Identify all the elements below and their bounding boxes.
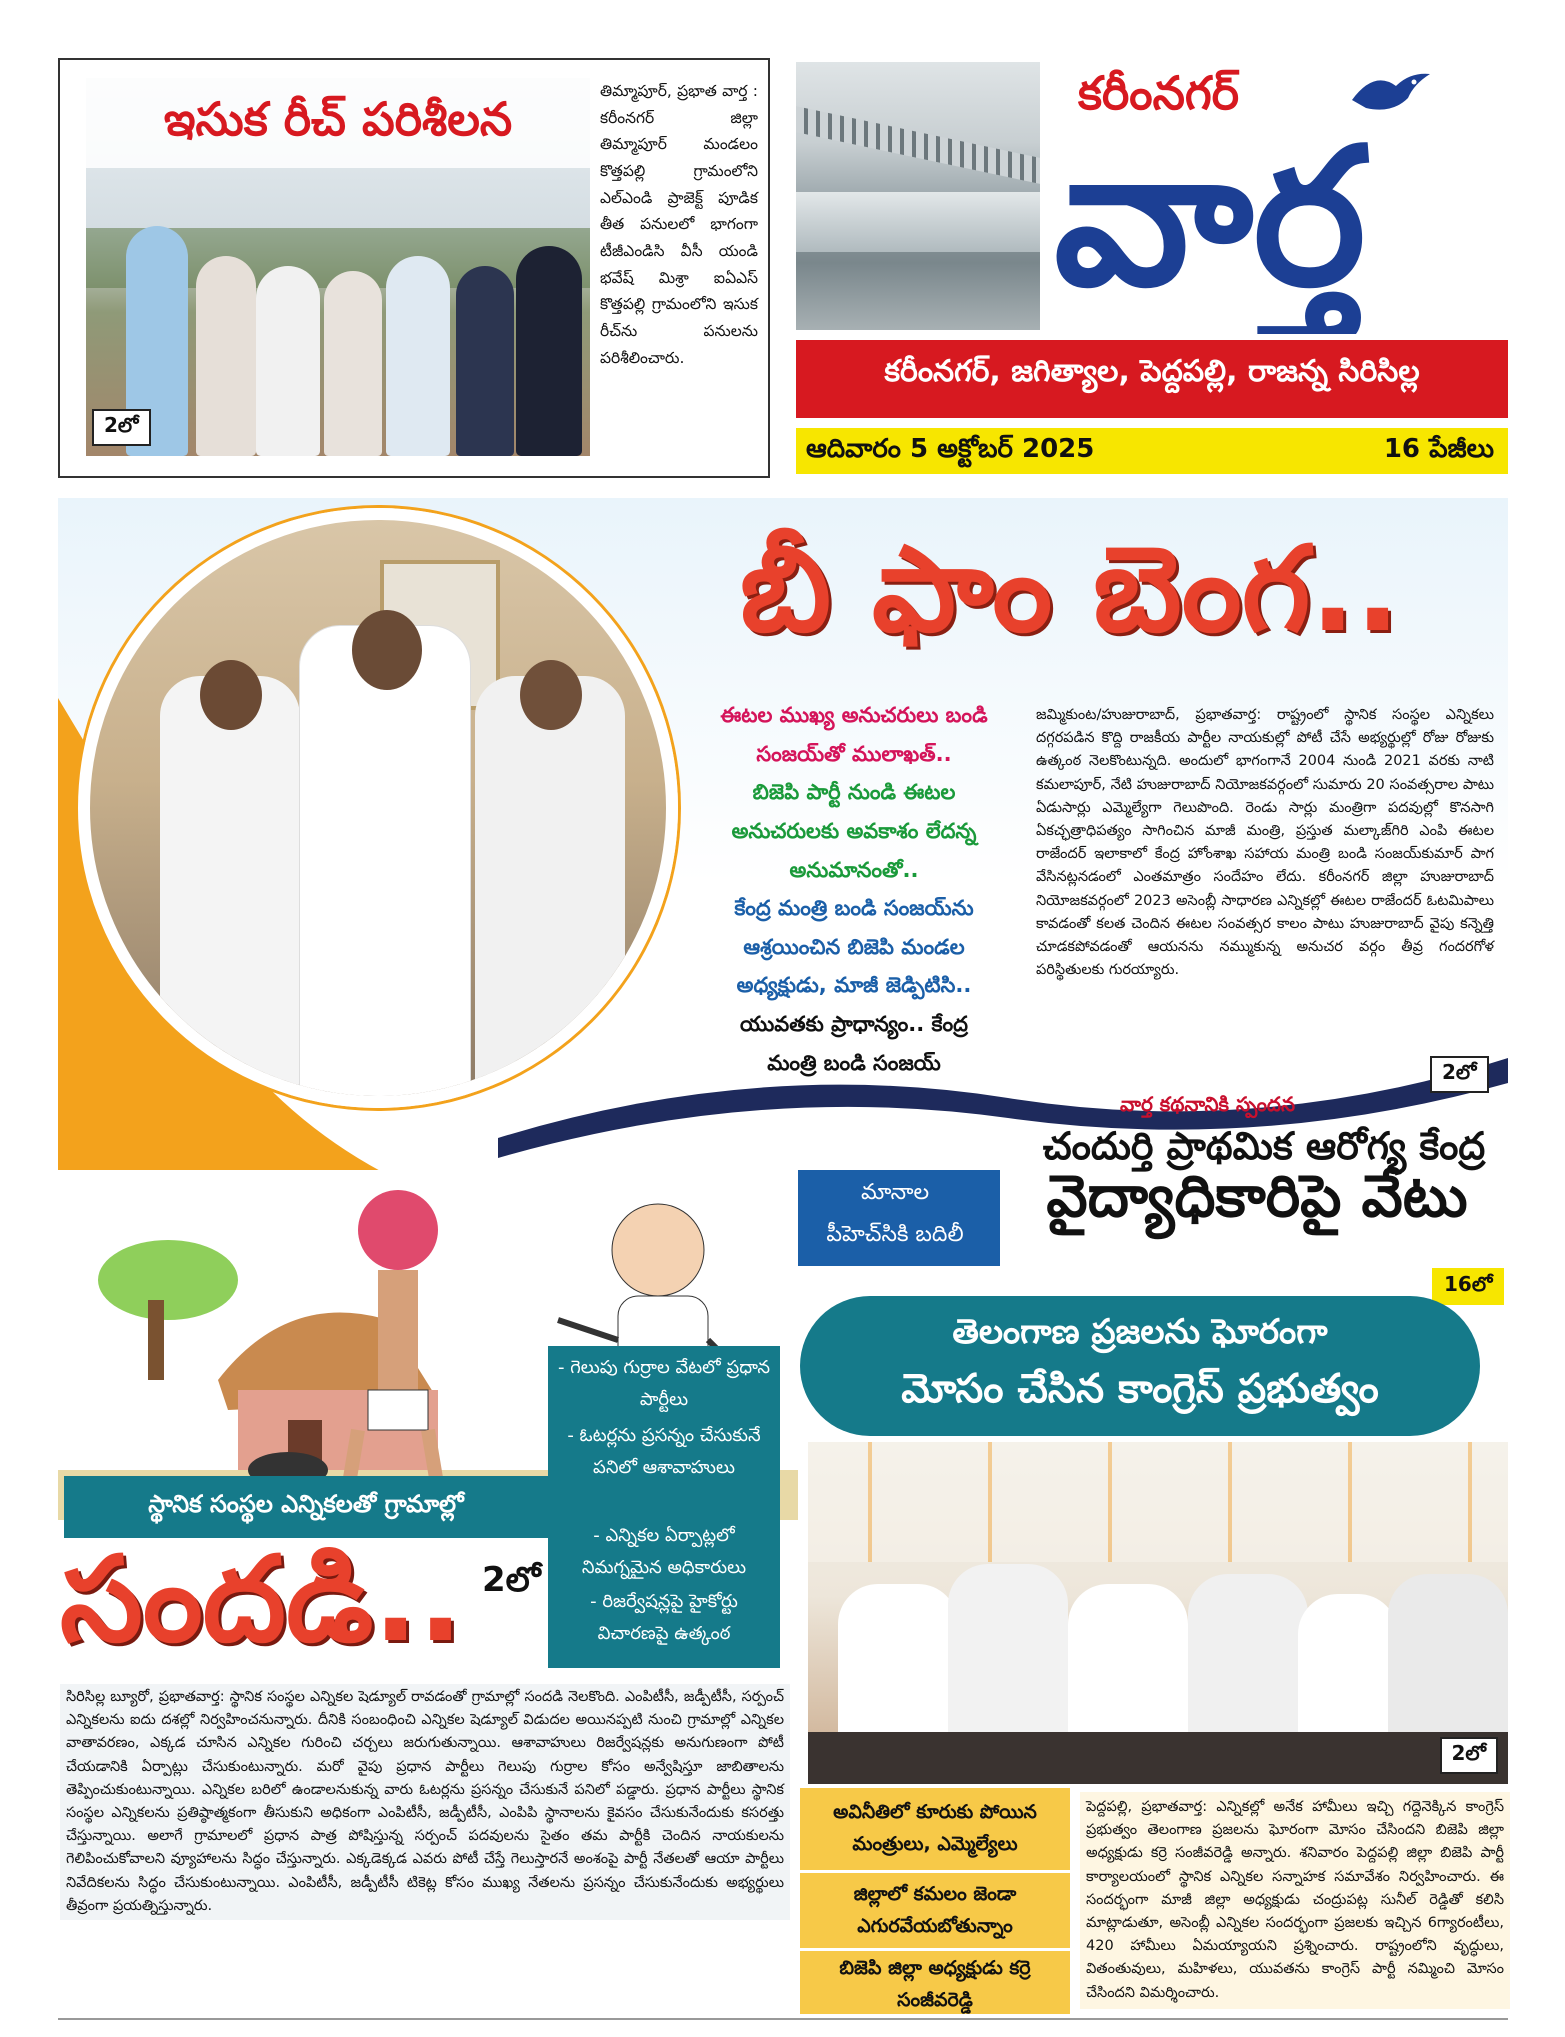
press-meet-photo bbox=[808, 1442, 1508, 1784]
kicker-line: మంత్రి బండి సంజయ్ bbox=[767, 1050, 941, 1075]
congress-headline-2: మోసం చేసిన కాంగ్రెస్ ప్రభుత్వం bbox=[901, 1366, 1379, 1412]
congress-headline-1: తెలంగాణ ప్రజలను ఘోరంగా bbox=[952, 1312, 1328, 1352]
congress-headline-box bbox=[800, 1296, 1480, 1436]
dam-photo bbox=[796, 62, 1040, 330]
masthead-prefix: కరీంనగర్ bbox=[1078, 66, 1240, 120]
story-body: తిమ్మాపూర్, ప్రభాత వార్త : కరీంనగర్ జిల్లా తిమ్మాపూర్ మండలం కొత్తపల్లి గ్రామంలోని ఎల్ఎండి ప్రాజెక్ట్ పూడిక తీత పనులలో భాగంగా టీజీఎండిసి వీసీ యండి భవేష్ మిశ్రా ఐఏఎస్ కొత్తపల్లి గ్రామంలోని ఇసుక రీచ్‌ను పనులను పరిశీలించారు. bbox=[600, 82, 758, 367]
kicker-line: కేంద్ర మంత్రి బండి సంజయ్‌ను bbox=[734, 896, 974, 921]
response-label: వార్త కథనానికి స్పందన bbox=[1120, 1092, 1296, 1116]
polls-bullet: - ఎన్నికల ఏర్పాట్లలో నిమగ్నమైన అధికారులు bbox=[581, 1525, 747, 1578]
polls-banner bbox=[64, 1476, 548, 1538]
issue-date: ఆదివారం 5 అక్టోబర్ 2025 bbox=[806, 434, 1095, 464]
kicker-line: బిజెపి పార్టీ నుండి ఈటల bbox=[752, 780, 956, 805]
kicker-line: ఈటల ముఖ్య అనుచరులు బండి bbox=[720, 703, 988, 727]
response-subhead: చందుర్తి ప్రాథమిక ఆరోగ్య కేంద్ర bbox=[1042, 1124, 1486, 1168]
lead-body: జమ్మికుంట/హుజురాబాద్, ప్రభాతవార్త: రాష్ట్రంలో స్థానిక సంస్థల ఎన్నికలు దగ్గరపడిన కొద్ది రాజకీయ పార్టీల నాయకుల్లో పోటీ చేసే అభ్యర్థుల్లో రోజు రోజుకు ఉత్కంఠ నెలకొంటున్నది. అందులో భాగంగానే 2004 నుండి 2021 వరకు నాటి కమలాపూర్, నేటి హుజురాబాద్ నియోజకవర్గంలో సుమారు 20 సంవత్సరాల పాటు ఏడుసార్లు ఎమ్మెల్యేగా గెలుపొంది. రెండు సార్లు మంత్రిగా పదవుల్లో కొనసాగి ఏకచ్ఛత్రాధిపత్యం సాగించిన మాజీ మంత్రి, ప్రస్తుత మల్కాజ్‌గిరి ఎంపి ఈటల రాజేందర్ ఇలాకాలో కేంద్ర హోంశాఖ సహాయ మంత్రి బండి సంజయ్‌కుమార్ పాగ వేసినట్లనడంలో ఎంతమాత్రం సందేహం లేదు. కరీంనగర్ జిల్లా హుజురాబాద్ నియోజకవర్గంలో 2023 అసెంబ్లీ సాధారణ ఎన్నికల్లో ఈటల రాజేందర్ ఓటమిపాలు కావడంతో కలత చెందిన ఈటల సంవత్సర కాలం పాటు హుజురాబాద్ వైపు కన్నెత్తి చూడకపోవడంతో ఆయనను నమ్ముకున్న అనుచర వర్గం తీవ్ర గందరగోళ పరిస్థితులకు గురయ్యారు. bbox=[1036, 707, 1494, 979]
transfer-box bbox=[790, 1170, 1000, 1266]
kicker-line: అనుమానంతో.. bbox=[789, 857, 919, 882]
lead-headline: బీ ఫాం బెంగ.. bbox=[739, 520, 1401, 658]
district-bar bbox=[796, 340, 1508, 418]
polls-headline: సందడి.. bbox=[60, 1530, 463, 1668]
polls-bullet: - గెలుపు గుర్రాల వేటలో ప్రధాన పార్టీలు bbox=[558, 1357, 770, 1410]
date-bar bbox=[796, 428, 1508, 474]
masthead bbox=[796, 62, 1508, 492]
lead-kicker bbox=[684, 696, 1024, 1082]
masthead-title: వార్త bbox=[1054, 107, 1366, 328]
sand-reach-photo bbox=[86, 78, 590, 456]
congress-point: బిజెపి జిల్లా అధ్యక్షుడు కర్రె సంజీవరెడ్డి bbox=[839, 1957, 1031, 2012]
top-left-box bbox=[58, 58, 770, 478]
kicker-line: సంజయ్‌తో ములాఖత్.. bbox=[756, 741, 952, 766]
congress-point: జిల్లాలో కమలం జెండా ఎగురవేయబోతున్నాం bbox=[853, 1883, 1017, 1938]
congress-points-box bbox=[800, 1788, 1070, 2014]
district-list: కరీంనగర్, జగిత్యాల, పెద్దపల్లి, రాజన్న సిరిసిల్ల bbox=[884, 354, 1420, 389]
kicker-line: ఆశ్రయించిన బిజెపి మండల bbox=[743, 934, 965, 959]
page-bottom-rule bbox=[58, 2018, 1508, 2020]
kicker-line: అనుచరులకు అవకాశం లేదన్న bbox=[731, 818, 977, 843]
transfer-line2: పీహెచ్‌సికి బదిలీ bbox=[826, 1222, 964, 1247]
polls-bullet: - రిజర్వేషన్లపై హైకోర్టు విచారణపై ఉత్కంఠ bbox=[590, 1591, 738, 1644]
kicker-line: యువతకు ప్రాధాన్యం.. కేంద్ర bbox=[740, 1012, 968, 1036]
transfer-line1: మానాల bbox=[860, 1180, 930, 1205]
lead-page-ref: 2లో bbox=[1430, 1056, 1489, 1093]
story-headline: ఇసుక రీచ్ పరిశీలన bbox=[163, 92, 513, 146]
congress-body: పెద్దపల్లి, ప్రభాతవార్త: ఎన్నికల్లో అనేక హామీలు ఇచ్చి గద్దెనెక్కిన కాంగ్రెస్ ప్రభుత్వం తెలంగాణ ప్రజలను ఘోరంగా మోసం చేసిందని బిజెపి జిల్లా అధ్యక్షుడు కర్రె సంజీవరెడ్డి అన్నారు. శనివారం పెద్దపల్లి జిల్లా బిజెపి పార్టీ కార్యాలయంలో స్థానిక ఎన్నికల సన్నాహక సమావేశం నిర్వహించారు. ఈ సందర్భంగా మాజీ జిల్లా అధ్యక్షుడు చంద్రుపట్ల సునీల్ రెడ్డితో కలిసి మాట్లాడుతూ, అసెంబ్లీ ఎన్నికల సందర్భంగా ప్రజలకు ఇచ్చిన 6గ్యారంటీలు, 420 హామీలు ఏమయ్యాయని ప్రశ్నించారు. రాష్ట్రంలోని వృద్ధులు, వితంతువులు, మహిళలు, యువతను కాంగ్రెస్ పార్టీ నమ్మించి మోసం చేసిందని విమర్శించారు. bbox=[1080, 1792, 1510, 2009]
polls-bullets-box bbox=[548, 1346, 780, 1668]
polls-bullet: - ఓటర్లను ప్రసన్నం చేసుకునే పనిలో ఆశావాహులు bbox=[567, 1425, 761, 1478]
kicker-line: అధ్యక్షుడు, మాజీ జెడ్పిటిసి.. bbox=[736, 973, 972, 998]
polls-body: సిరిసిల్ల బ్యూరో, ప్రభాతవార్త: స్థానిక సంస్థల ఎన్నికల షెడ్యూల్ రావడంతో గ్రామాల్లో సందడి నెలకొంది. ఎంపిటీసీ, జడ్పీటీసీ, సర్పంచ్ ఎన్నికలను ఐదు దశల్లో నిర్వహించనున్నారు. దీనికి సంబంధించి ఎన్నికల షెడ్యూల్ విడుదల అయినప్పటి నుంచి గ్రామాల్లో ఎన్నికల వాతావరణం, ఎక్కడ చూసిన ఎన్నికల గురించి చర్చలు జరుగుతున్నాయి. ఆశావాహులు రిజర్వేషన్లకు అనుగుణంగా పోటీ చేయడానికి ఏర్పాట్లు చేసుకుంటున్నారు. మరో వైపు ప్రధాన పార్టీలు గెలుపు గుర్రాల కోసం అన్వేషిస్తూ జాబితాలను తెప్పించుకుంటున్నాయి. ఎన్నికల బరిలో ఉండాలనుకున్న వారు ఓటర్లను ప్రసన్నం చేసుకునే పనిలో పడ్డారు. ప్రధాన పార్టీలు స్థానిక సంస్థల ఎన్నికలను ప్రతిష్ఠాత్మకంగా తీసుకుని అధికంగా ఎంపిటీసీ, జడ్పీటీసీ, ఎంపిపి స్థానాలను కైవసం చేసుకునేందుకు కసరత్తు చేస్తున్నాయి. అలాగే గ్రామాలలో ప్రధాన పాత్ర పోషిస్తున్న సర్పంచ్ పదవులను సైతం తమ పార్టీకి చెందిన నాయకులను గెలిపించుకోవాలని వ్యూహాలను సిద్ధం చేస్తున్నారు. ఎక్కడెక్కడ ఎవరు పోటీ చేస్తే గెలుస్తారనే అంశంపై పార్టీ నేతలతో ఆయా పార్టీలు నివేదికలను సిద్ధం చేసుకుంటున్నాయి. ఎంపిటీసీ, జడ్పీటీసీ టికెట్ల కోసం ముఖ్య నేతలను ప్రసన్నం చేసుకునేందుకు అభ్యర్థులు తీవ్రంగా ప్రయత్నిస్తున్నారు. bbox=[60, 1684, 790, 1920]
congress-page-ref: 2లో bbox=[1440, 1737, 1499, 1774]
congress-point: అవినీతిలో కూరుకు పోయిన మంత్రులు, ఎమ్మెల్యేలు bbox=[833, 1801, 1037, 1856]
polls-page-ref: 2లో bbox=[482, 1560, 541, 1600]
page-ref-badge: 2లో bbox=[92, 409, 151, 446]
response-page-ref: 16లో bbox=[1432, 1268, 1504, 1305]
lead-photo-circle bbox=[78, 508, 678, 1108]
polls-banner-text: స్థానిక సంస్థల ఎన్నికలతో గ్రామాల్లో bbox=[148, 1490, 464, 1518]
page-count: 16 పేజీలు bbox=[1383, 434, 1494, 464]
response-headline: వైద్యాధికారిపై వేటు bbox=[1046, 1162, 1468, 1230]
